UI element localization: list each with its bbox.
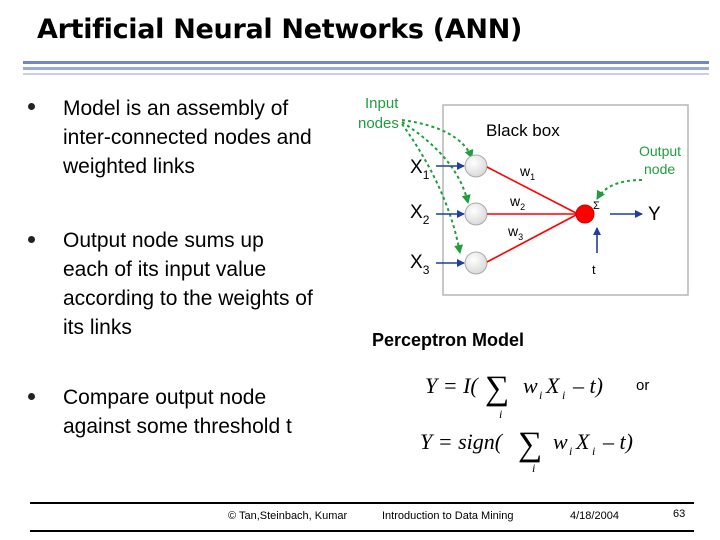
bullet-line: Output node sums up xyxy=(63,229,264,252)
slide-footer xyxy=(30,502,694,532)
weighted-link xyxy=(487,215,576,262)
formula-x: X xyxy=(576,429,590,454)
bullet-dot xyxy=(28,393,35,400)
formula-x: X xyxy=(546,373,560,398)
slide-title: Artificial Neural Networks (ANN) xyxy=(37,14,523,45)
perceptron-formulas xyxy=(415,366,655,478)
input-x1-label: $X_1$ xyxy=(410,157,430,182)
perceptron-caption: Perceptron Model xyxy=(372,330,525,350)
footer-course: Introduction to Data Mining xyxy=(382,510,514,522)
black-box-label: Black box xyxy=(486,121,560,140)
formula-w: w xyxy=(553,429,568,454)
weight-w2-label: $w_2$ xyxy=(510,193,526,212)
bullet-line: weighted links xyxy=(63,155,195,178)
bullet-dot xyxy=(28,236,35,243)
bullet-text-2 xyxy=(63,226,313,342)
output-node-label: node xyxy=(644,161,676,177)
or-label: or xyxy=(636,377,650,394)
page-number: 63 xyxy=(673,508,686,520)
input-node xyxy=(465,155,487,177)
formula-1-lhs: Y = I( xyxy=(425,373,478,398)
annotation-arrow xyxy=(402,124,460,253)
output-node-label: Output xyxy=(639,143,682,159)
weight-w1-label: $w_1$ xyxy=(520,163,536,182)
sum-symbol: ∑ xyxy=(518,426,543,463)
input-nodes-label: Input xyxy=(365,95,399,112)
title-rule xyxy=(23,73,709,75)
bullet-dot xyxy=(28,103,35,110)
bullet-line: each of its input value xyxy=(63,258,267,281)
bullet-line: according to the weights of xyxy=(63,287,313,310)
bullet-line: against some threshold t xyxy=(63,415,292,438)
formula-subscript: i xyxy=(569,444,573,458)
title-rule xyxy=(23,67,709,70)
bullet-line: its links xyxy=(63,316,132,339)
formula-w: w xyxy=(523,373,538,398)
input-nodes-label: nodes xyxy=(358,115,399,132)
sum-index: i xyxy=(499,407,503,421)
sum-symbol: Σ xyxy=(593,200,600,212)
perceptron-diagram xyxy=(350,88,700,303)
title-rule xyxy=(23,61,709,64)
sum-symbol: ∑ xyxy=(485,370,510,407)
formula-2-lhs: Y = sign( xyxy=(420,429,503,454)
bullet-line: Model is an assembly of xyxy=(63,97,289,120)
bullet-text-3 xyxy=(63,383,292,441)
formula-1-rhs: – t) xyxy=(573,373,603,398)
bullet-line: inter-connected nodes and xyxy=(63,126,312,149)
input-x2-label: $X_2$ xyxy=(410,202,430,227)
bullet-line: Compare output node xyxy=(63,386,267,409)
output-y-label: Y xyxy=(648,204,661,225)
sum-index: i xyxy=(532,461,536,475)
output-node xyxy=(576,205,594,223)
input-node xyxy=(465,203,487,225)
input-node xyxy=(465,252,487,274)
threshold-t-label: t xyxy=(592,262,596,277)
footer-copyright: © Tan,Steinbach, Kumar xyxy=(228,510,348,522)
formula-2-rhs: – t) xyxy=(603,429,633,454)
formula-subscript: i xyxy=(539,388,543,402)
formula-subscript: i xyxy=(562,388,566,402)
weight-w3-label: $w_3$ xyxy=(508,223,524,242)
formula-subscript: i xyxy=(592,444,596,458)
bullet-text-1 xyxy=(63,94,312,181)
annotation-arrow xyxy=(597,180,642,199)
input-x3-label: $X_3$ xyxy=(410,252,430,277)
footer-date: 4/18/2004 xyxy=(570,510,619,522)
